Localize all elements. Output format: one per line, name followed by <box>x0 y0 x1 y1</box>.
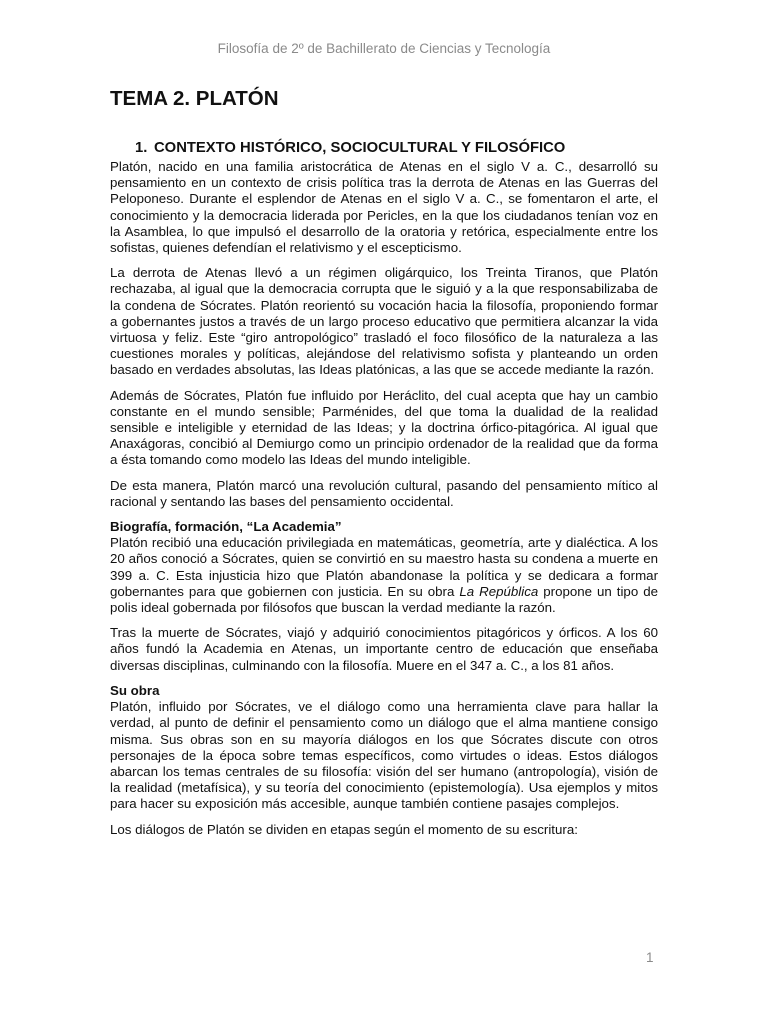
page-number: 1 <box>646 950 654 965</box>
document-title: TEMA 2. PLATÓN <box>110 87 279 110</box>
paragraph-3: Además de Sócrates, Platón fue influido por Heráclito, del cual acepta que hay un cambio constante en el mundo sensible; Parménides, del que toma la dualidad de la realidad sensible e inteligible y eternidad de las Ideas; y la doctrina órfico-pitagórica. Al igual que Anaxágoras, concibió al Demiurgo como un principio ordenador de la realidad que da forma a ésta tomando como modelo las Ideas del mundo inteligible. <box>110 387 658 468</box>
section-number: 1. <box>135 140 148 156</box>
book-title-la-republica: La República <box>459 583 539 599</box>
subheading-biography: Biografía, formación, “La Academia” <box>110 519 342 535</box>
paragraph-6: Tras la muerte de Sócrates, viajó y adquirió conocimientos pitagóricos y órficos. A los 60 años fundó la Academia en Atenas, un importante centro de educación que enseñaba diversas disciplinas, culminando con la filosofía. Muere en el 347 a. C., a los 81 años. <box>110 625 658 673</box>
paragraph-8: Los diálogos de Platón se dividen en etapas según el momento de su escritura: <box>110 821 578 837</box>
paragraph-biography <box>110 519 658 616</box>
biography-text-1: Platón recibió una educación privilegiada en matemáticas, geometría, arte y dialéctica. A los 20 años conoció a Sócrates, quien se convirtió en su maestro hasta su condena a muerte en 399 a. C. Esta injusticia hizo que Platón abandonase la política y se dedicara a formar gobernantes para que gobiernen con justicia. En su obra <box>110 535 658 599</box>
section-heading-text: CONTEXTO HISTÓRICO, SOCIOCULTURAL Y FILOSÓFICO <box>154 140 566 156</box>
paragraph-1: Platón, nacido en una familia aristocrática de Atenas en el siglo V a. C., desarrolló su pensamiento en un contexto de crisis política tras la derrota de Atenas en las Guerras del Peloponeso. Durante el esplendor de Atenas en el siglo V a. C., se fomentaron el arte, el conocimiento y la democracia liderada por Pericles, en la que los ciudadanos tenían voz en la Asamblea, lo que impulsó el desarrollo de la oratoria y retórica, especialmente entre los sofistas, quienes defendían el relativismo y el escepticismo. <box>110 159 658 256</box>
obra-text: Platón, influido por Sócrates, ve el diálogo como una herramienta clave para hallar la verdad, al punto de definir el pensamiento como un diálogo que el alma mantiene consigo misma. Sus obras son en su mayoría diálogos en los que Sócrates discute con otros personajes de la época sobre temas específicos, como virtudes o ideas. Estos diálogos abarcan los temas centrales de su filosofía: visión del ser humano (antropología), visión de la realidad (metafísica), y su teoría del conocimiento (epistemología). Usa ejemplos y mitos para hacer su exposición más accesible, aunque también contiene pasajes complejos. <box>110 699 658 812</box>
page-content <box>110 86 658 847</box>
paragraph-4: De esta manera, Platón marcó una revolución cultural, pasando del pensamiento mítico al racional y sentando las bases del pensamiento occidental. <box>110 477 658 509</box>
paragraph-obra <box>110 683 658 813</box>
page-header: Filosofía de 2º de Bachillerato de Ciencias y Tecnología <box>217 41 551 56</box>
paragraph-2: La derrota de Atenas llevó a un régimen oligárquico, los Treinta Tiranos, que Platón rechazaba, al igual que la democracia corrupta que le siguió y a la que responsabilizaba de la condena de Sócrates. Platón reorientó su vocación hacia la filosofía, proponiendo formar a gobernantes justos a través de un largo proceso educativo que permitiera alcanzar la vida virtuosa y feliz. Este “giro antropológico” trasladó el foco filosófico de la naturaleza a las cuestiones morales y políticas, alejándose del relativismo sofista y planteando un orden basado en verdades absolutas, las Ideas platónicas, a las que se accede mediante la razón. <box>110 265 658 378</box>
section-heading <box>110 139 658 157</box>
biography-text-2: propone un tipo de polis ideal gobernada por filósofos que buscan la verdad mediante la razón. <box>110 583 658 616</box>
subheading-su-obra: Su obra <box>110 682 160 698</box>
